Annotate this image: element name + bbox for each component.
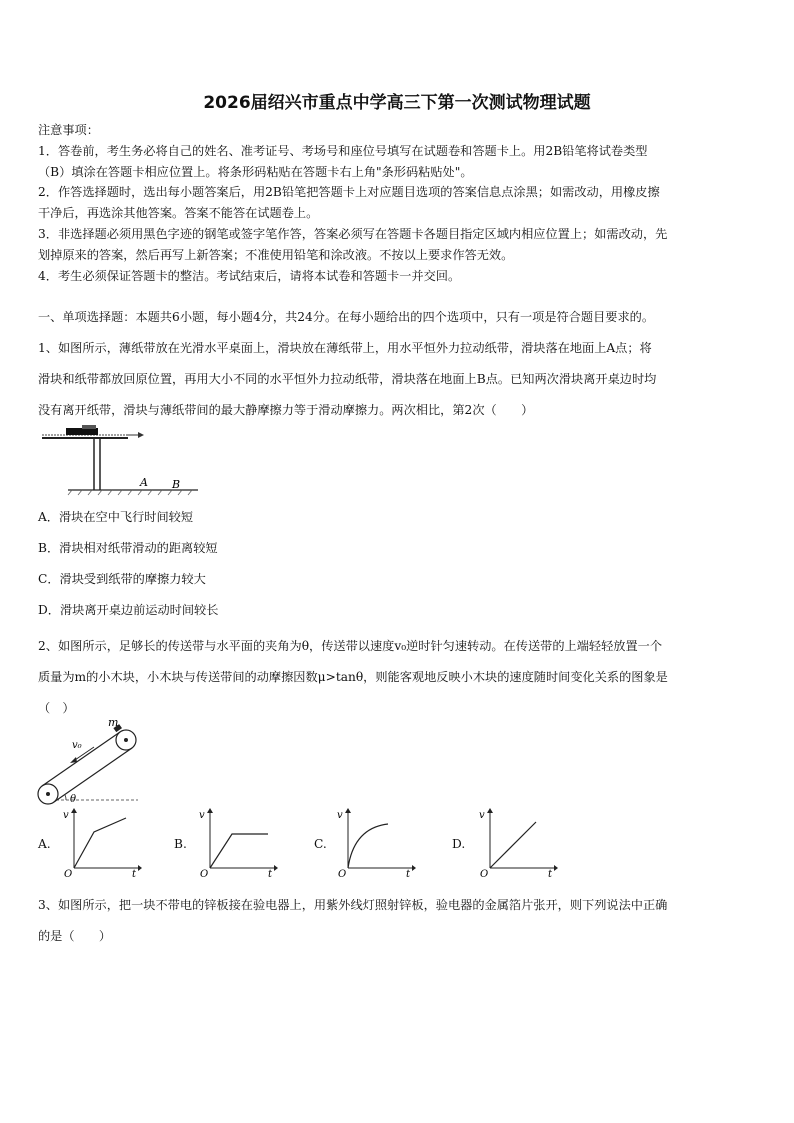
option-d: D．滑块离开桌边前运动时间较长: [38, 603, 219, 617]
notice-line: 3．非选择题必须用黑色字迹的钢笔或签字笔作答，答案必须写在答题卡各题目指定区域内相应位置上；如需改动，先: [38, 226, 668, 241]
notice-line: 4．考生必须保证答题卡的整洁。考试结束后，请将本试卷和答题卡一并交回。: [38, 268, 461, 283]
angle-arc: [65, 795, 66, 800]
question-2-line: 质量为m的小木块，小木块与传送带间的动摩擦因数μ>tanθ，则能客观地反映小木块的速度随时间变化关系的图象是: [38, 670, 668, 684]
axis-v: v: [199, 810, 205, 821]
page-title: 2026届绍兴市重点中学高三下第一次测试物理试题: [203, 93, 591, 113]
origin: O: [200, 869, 209, 878]
slider-block: [66, 428, 98, 435]
point-b-label: B: [172, 478, 181, 491]
mass-label: m: [108, 716, 119, 729]
section-heading: 一、单项选择题：本题共6小题，每小题4分，共24分。在每小题给出的四个选项中，只有一项是符合题目要求的。: [38, 310, 655, 324]
option-c: C．滑块受到纸带的摩擦力较大: [38, 572, 206, 586]
angle-label: θ: [70, 794, 77, 805]
axis-t: t: [548, 869, 553, 878]
notice-line: （B）填涂在答题卡相应位置上。将条形码粘贴在答题卡右上角"条形码粘贴处"。: [38, 164, 473, 179]
graph-d-letter: D.: [452, 837, 466, 851]
graph-c: [336, 806, 416, 878]
point-a-label: A: [140, 476, 148, 489]
notice-line: 干净后，再选涂其他答案。答案不能答在试题卷上。: [38, 206, 319, 221]
question-2-line: 2、如图所示，足够长的传送带与水平面的夹角为θ，传送带以速度v₀逆时针匀速转动。在传送带的上端轻轻放置一个: [38, 639, 663, 653]
axis-v: v: [479, 810, 485, 821]
question-1-line: 滑块和纸带都放回原位置，再用大小不同的水平恒外力拉动纸带，滑块落在地面上B点。已知两次滑块离开桌边时均: [38, 372, 657, 386]
question-3-line: 3、如图所示，把一块不带电的锌板接在验电器上，用紫外线灯照射锌板，验电器的金属箔片张开，则下列说法中正确: [38, 898, 668, 912]
axis-v: v: [63, 810, 69, 821]
graph-d: [478, 806, 558, 878]
question-3-line: 的是（ ）: [38, 929, 112, 943]
axis-t: t: [406, 869, 411, 878]
graph-b: [198, 806, 278, 878]
origin: O: [480, 869, 489, 878]
graph-a: [62, 806, 142, 878]
belt-bottom: [54, 748, 132, 802]
axis-t: t: [268, 869, 273, 878]
option-b: B．滑块相对纸带滑动的距离较短: [38, 541, 218, 555]
question-1-line: 1、如图所示，薄纸带放在光滑水平桌面上，滑块放在薄纸带上，用水平恒外力拉动纸带，滑块落在地面上A点；将: [38, 341, 652, 355]
curve-a: [74, 818, 126, 868]
notice-line: 划掉原来的答案，然后再写上新答案；不准使用铅笔和涂改液。不按以上要求作答无效。: [38, 247, 514, 262]
question-2-line: （ ）: [38, 701, 75, 715]
option-a: A．滑块在空中飞行时间较短: [38, 510, 194, 524]
curve-d: [490, 822, 536, 868]
axis-t: t: [132, 869, 137, 878]
conveyor-figure: [34, 716, 144, 808]
graph-b-letter: B.: [174, 837, 187, 851]
question-2: [38, 631, 760, 724]
origin: O: [338, 869, 347, 878]
slider-block-top: [82, 425, 96, 429]
question-1-figure: [38, 418, 208, 500]
curve-c: [348, 824, 388, 868]
origin: O: [64, 869, 73, 878]
question-1: [38, 302, 760, 426]
notice-block: [38, 120, 758, 286]
graph-c-letter: C.: [314, 837, 327, 851]
question-3: [38, 890, 760, 952]
velocity-arrow-head: [70, 757, 77, 763]
pull-arrow-head: [138, 432, 144, 438]
curve-b: [210, 834, 268, 868]
question-1-line: 没有离开纸带，滑块与薄纸带间的最大静摩擦力等于滑动摩擦力。两次相比，第2次（ ）: [38, 403, 534, 417]
notice-line: 2．作答选择题时，选出每小题答案后，用2B铅笔把答题卡上对应题目选项的答案信息点涂黑；如需改动，用橡皮擦: [38, 185, 660, 200]
notice-line: 1．答卷前，考生务必将自己的姓名、准考证号、考场号和座位号填写在试题卷和答题卡上。用2B铅笔将试卷类型: [38, 143, 648, 158]
speed-label: v₀: [72, 740, 82, 751]
graph-a-letter: A.: [38, 837, 51, 851]
axis-v: v: [337, 810, 343, 821]
notice-heading: 注意事项：: [38, 123, 99, 137]
